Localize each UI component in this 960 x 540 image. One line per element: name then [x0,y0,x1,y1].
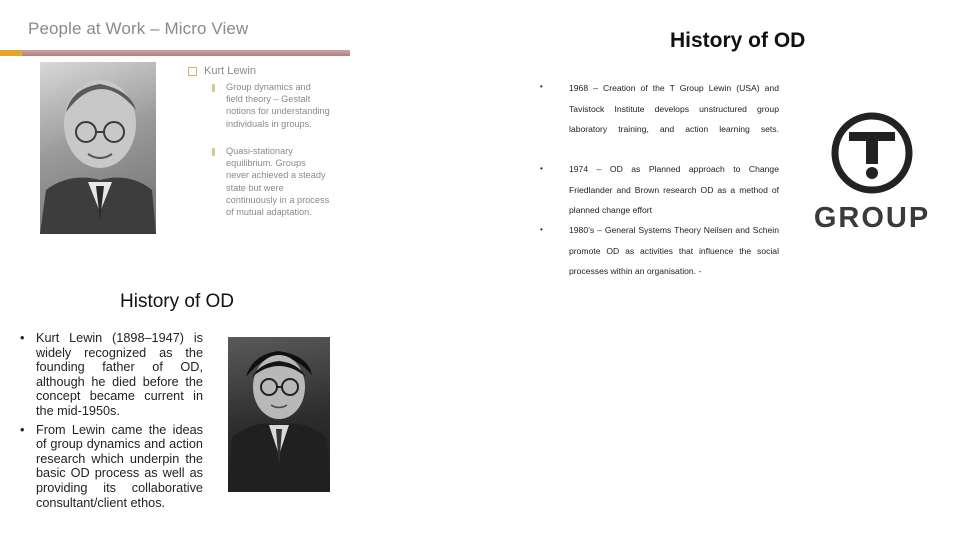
tgroup-item-bullet: • [540,164,543,173]
od-list-item [20,423,203,511]
lewin-portrait-photo-1 [40,62,156,234]
od-item-text-2: From Lewin came the ideas of group dynamics and action research which underpin the basic OD process as well as providing its collaborative consultant/client ethos. [36,422,203,510]
tgroup-logo-icon [805,110,940,235]
od-bullet-list [20,331,203,514]
tgroup-item-3: 1980’s – General Systems Theory Neilsen and Schein promote OD as activities that influence the social processes within an organisation. - [569,225,779,276]
micro-slide-title: People at Work – Micro View [28,19,249,38]
micro-heading: Kurt Lewin [204,65,256,77]
portrait-illustration-2 [228,337,330,492]
micro-item-1: Group dynamics and field theory – Gestalt notions for understanding individuals in groups. [226,82,330,129]
od-slide-title: History of OD [120,291,235,312]
od-item-bullet: • [20,331,25,345]
od-list-item [20,331,203,419]
od-item-bullet: • [20,422,25,437]
portrait-illustration-1 [40,62,156,234]
od-item-text-1: Kurt Lewin (1898–1947) is widely recognized as the founding father of OD, although he died before the concept became current in the mid-1950s. [36,331,203,418]
tgroup-slide-title: History of OD [670,29,806,52]
tgroup-item-bullet: • [540,225,543,234]
lewin-portrait-photo-2 [228,337,330,492]
tgroup-logo [805,110,940,235]
tgroup-item-1: 1968 – Creation of the T Group Lewin (USA) and Tavistock Institute develops unstructured group laboratory training, and action learning sets. [569,83,779,134]
micro-item-bullet-icon [212,84,215,92]
tgroup-item-bullet: • [540,82,543,91]
micro-title-bar [22,50,350,56]
micro-item-bullet-icon [212,148,215,156]
micro-accent-bar [0,50,22,56]
micro-item-2: Quasi-stationary equilibrium. Groups never achieved a steady state but were continuously in a process of mutual adaptation. [226,146,330,218]
tgroup-item-2: 1974 – OD as Planned approach to Change Friedlander and Brown research OD as a method of planned change effort [569,164,779,215]
micro-heading-bullet-icon [188,67,197,76]
tgroup-logo-text: GROUP [813,202,931,234]
